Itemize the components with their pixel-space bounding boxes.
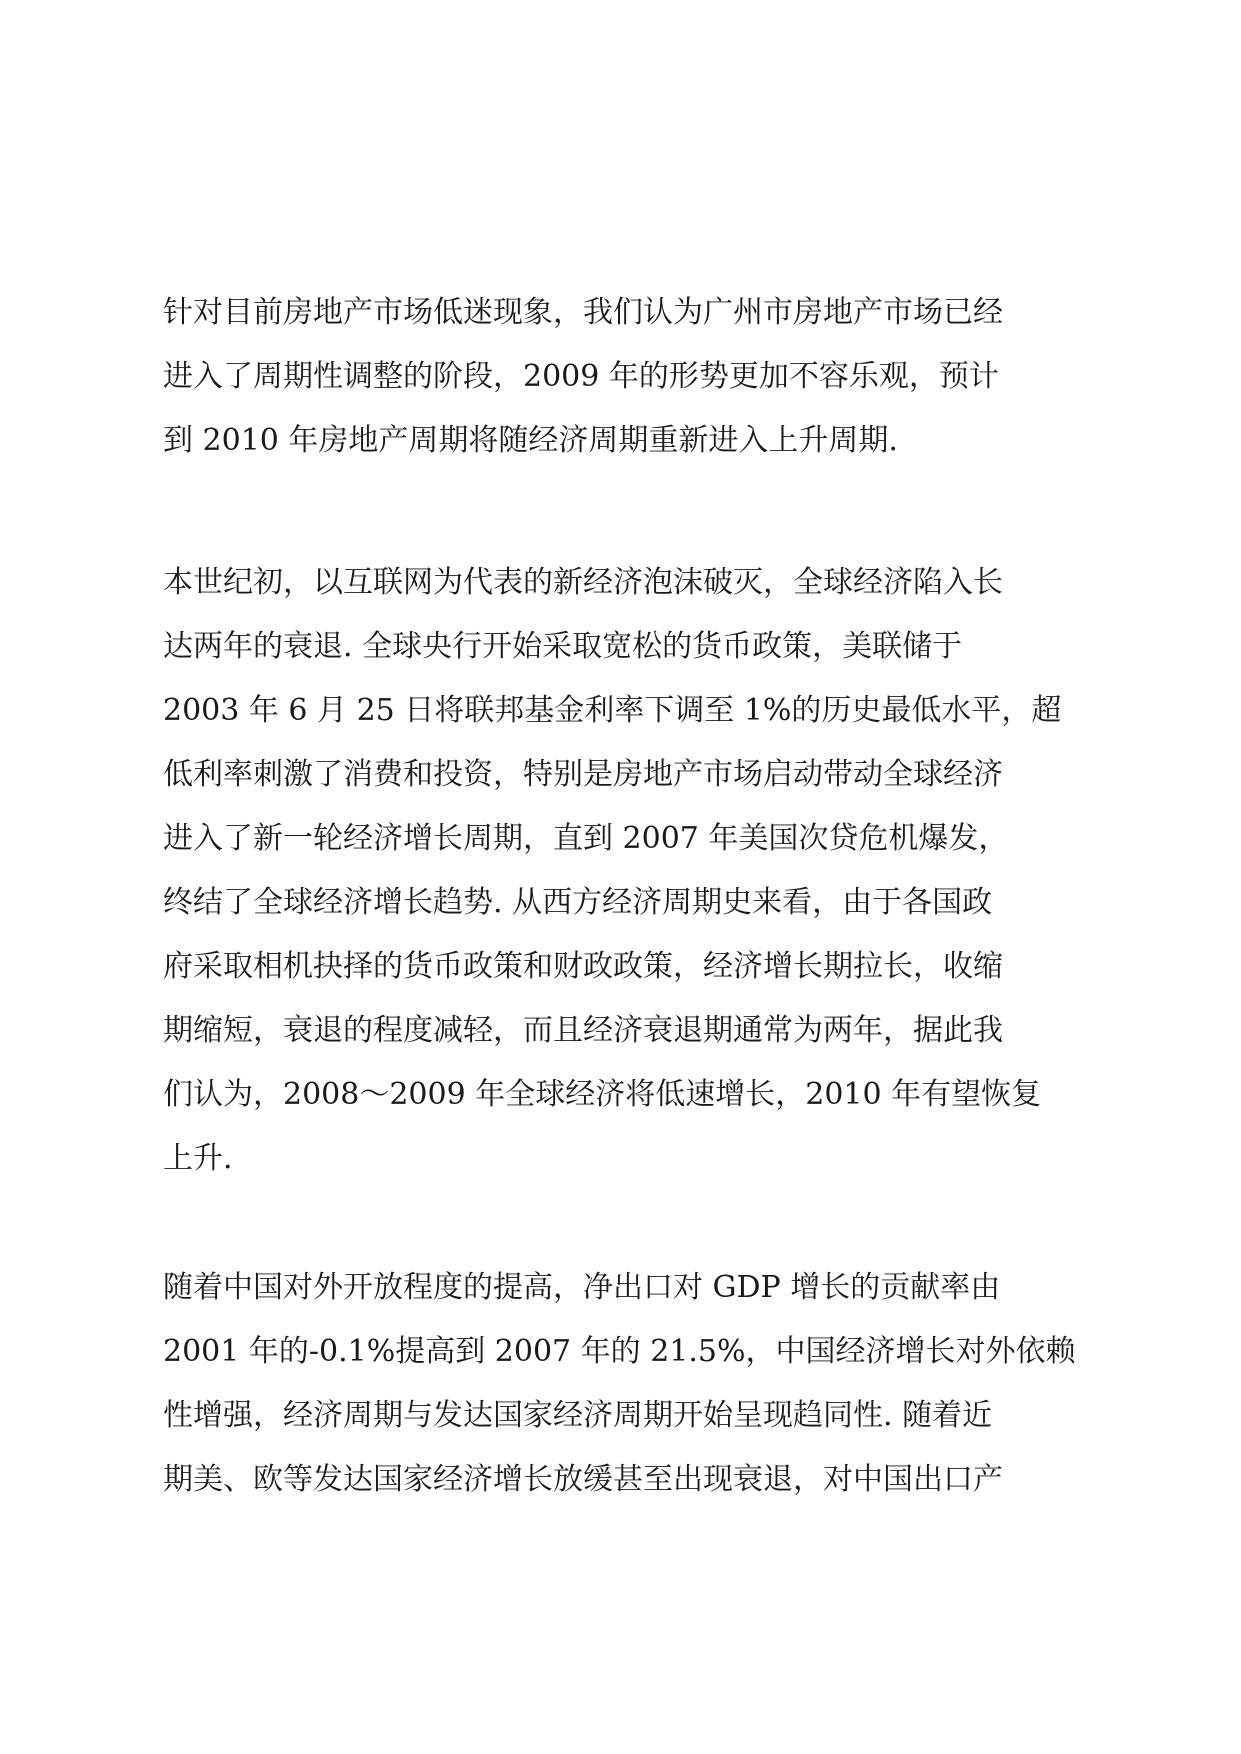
text-line: 达两年的衰退. 全球央行开始采取宽松的货币政策，美联储于: [163, 629, 963, 664]
text-line: 终结了全球经济增长趋势. 从西方经济周期史来看，由于各国政: [163, 885, 993, 920]
text-line: 低利率刺激了消费和投资，特别是房地产市场启动带动全球经济: [163, 757, 1003, 792]
paragraph-china-exports: [163, 1256, 1103, 1512]
text-line: 到 2010 年房地产周期将随经济周期重新进入上升周期.: [163, 423, 898, 458]
paragraph-real-estate-outlook: [163, 281, 1103, 473]
text-line: 进入了周期性调整的阶段，2009 年的形势更加不容乐观，预计: [163, 359, 999, 394]
paragraph-global-economy: [163, 551, 1103, 1191]
text-line: 随着中国对外开放程度的提高，净出口对 GDP 增长的贡献率由: [163, 1270, 1001, 1305]
text-line: 2003 年 6 月 25 日将联邦基金利率下调至 1%的历史最低水平，超: [163, 693, 1062, 728]
text-line: 们认为，2008～2009 年全球经济将低速增长，2010 年有望恢复: [163, 1077, 1042, 1112]
text-line: 期缩短，衰退的程度减轻，而且经济衰退期通常为两年，据此我: [163, 1013, 1003, 1048]
text-line: 期美、欧等发达国家经济增长放缓甚至出现衰退，对中国出口产: [163, 1462, 1003, 1497]
text-line: 上升.: [163, 1141, 233, 1176]
text-line: 2001 年的-0.1%提高到 2007 年的 21.5%，中国经济增长对外依赖: [163, 1334, 1076, 1369]
text-line: 针对目前房地产市场低迷现象，我们认为广州市房地产市场已经: [163, 295, 1003, 330]
text-line: 府采取相机抉择的货币政策和财政政策，经济增长期拉长，收缩: [163, 949, 1003, 984]
text-line: 进入了新一轮经济增长周期，直到 2007 年美国次贷危机爆发，: [163, 821, 1009, 856]
text-line: 性增强，经济周期与发达国家经济周期开始呈现趋同性. 随着近: [163, 1398, 993, 1433]
text-line: 本世纪初，以互联网为代表的新经济泡沫破灭，全球经济陷入长: [163, 565, 1003, 600]
